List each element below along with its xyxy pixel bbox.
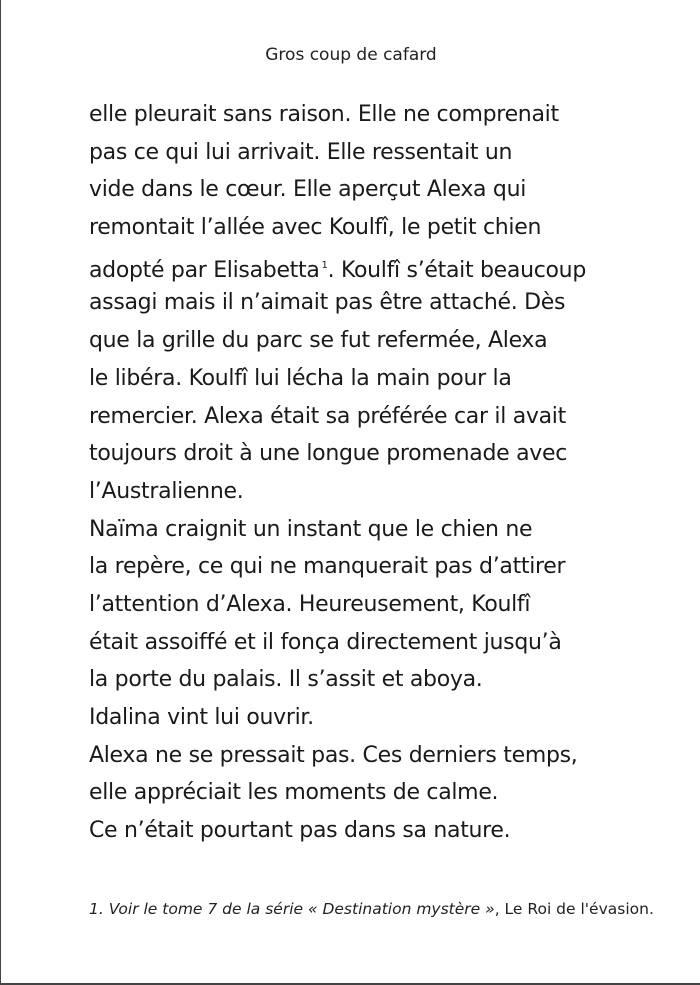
text-line: l’attention d’Alexa. Heureusement, Koulfî (89, 591, 531, 617)
text-line: pas ce qui lui arrivait. Elle ressentait un (89, 139, 513, 165)
text-line: était assoiffé et il fonça directement jusqu’à (89, 629, 562, 655)
footnote-marker: 1 (321, 259, 328, 271)
text-line: Ce n’était pourtant pas dans sa nature. (89, 818, 511, 844)
text-line: elle pleurait sans raison. Elle ne comprenait (89, 102, 559, 127)
text-line: Naïma craignit un instant que le chien ne (89, 516, 533, 542)
text-line-with-footnote (89, 247, 689, 285)
footnote-italic: 1. Voir le tome 7 de la série « Destination mystère » (89, 900, 495, 918)
text-line: vide dans le cœur. Elle aperçut Alexa qui (89, 177, 527, 203)
footnote-title: , Le Roi de l'évasion. (494, 900, 654, 918)
text-line: Idalina vint lui ouvrir. (89, 705, 314, 730)
text-line: le libéra. Koulfî lui lécha la main pour la (89, 365, 512, 391)
text-line: Alexa ne se pressait pas. Ces derniers temps, (89, 742, 578, 768)
text-line: elle appréciait les moments de calme. (89, 780, 499, 806)
text-segment: . Koulfî s’était beaucoup (327, 257, 586, 283)
text-line: toujours droit à une longue promenade avec (89, 441, 568, 467)
text-segment: adopté par Elisabetta (89, 257, 320, 283)
text-line: que la grille du parc se fut refermée, Alexa (89, 328, 548, 354)
text-line: la porte du palais. Il s’assit et aboya. (89, 667, 483, 693)
body-text (89, 96, 689, 850)
text-line: la repère, ce qui ne manquerait pas d’attirer (89, 554, 566, 580)
text-line: l’Australienne. (89, 478, 244, 504)
text-line: remontait l’allée avec Koulfî, le petit chien (89, 215, 542, 241)
text-line: remercier. Alexa était sa préférée car il avait (89, 403, 566, 429)
footnote (89, 900, 654, 918)
running-head-title: Gros coup de cafard (265, 45, 437, 65)
text-line: assagi mais il n’aimait pas être attaché. Dès (89, 290, 566, 316)
